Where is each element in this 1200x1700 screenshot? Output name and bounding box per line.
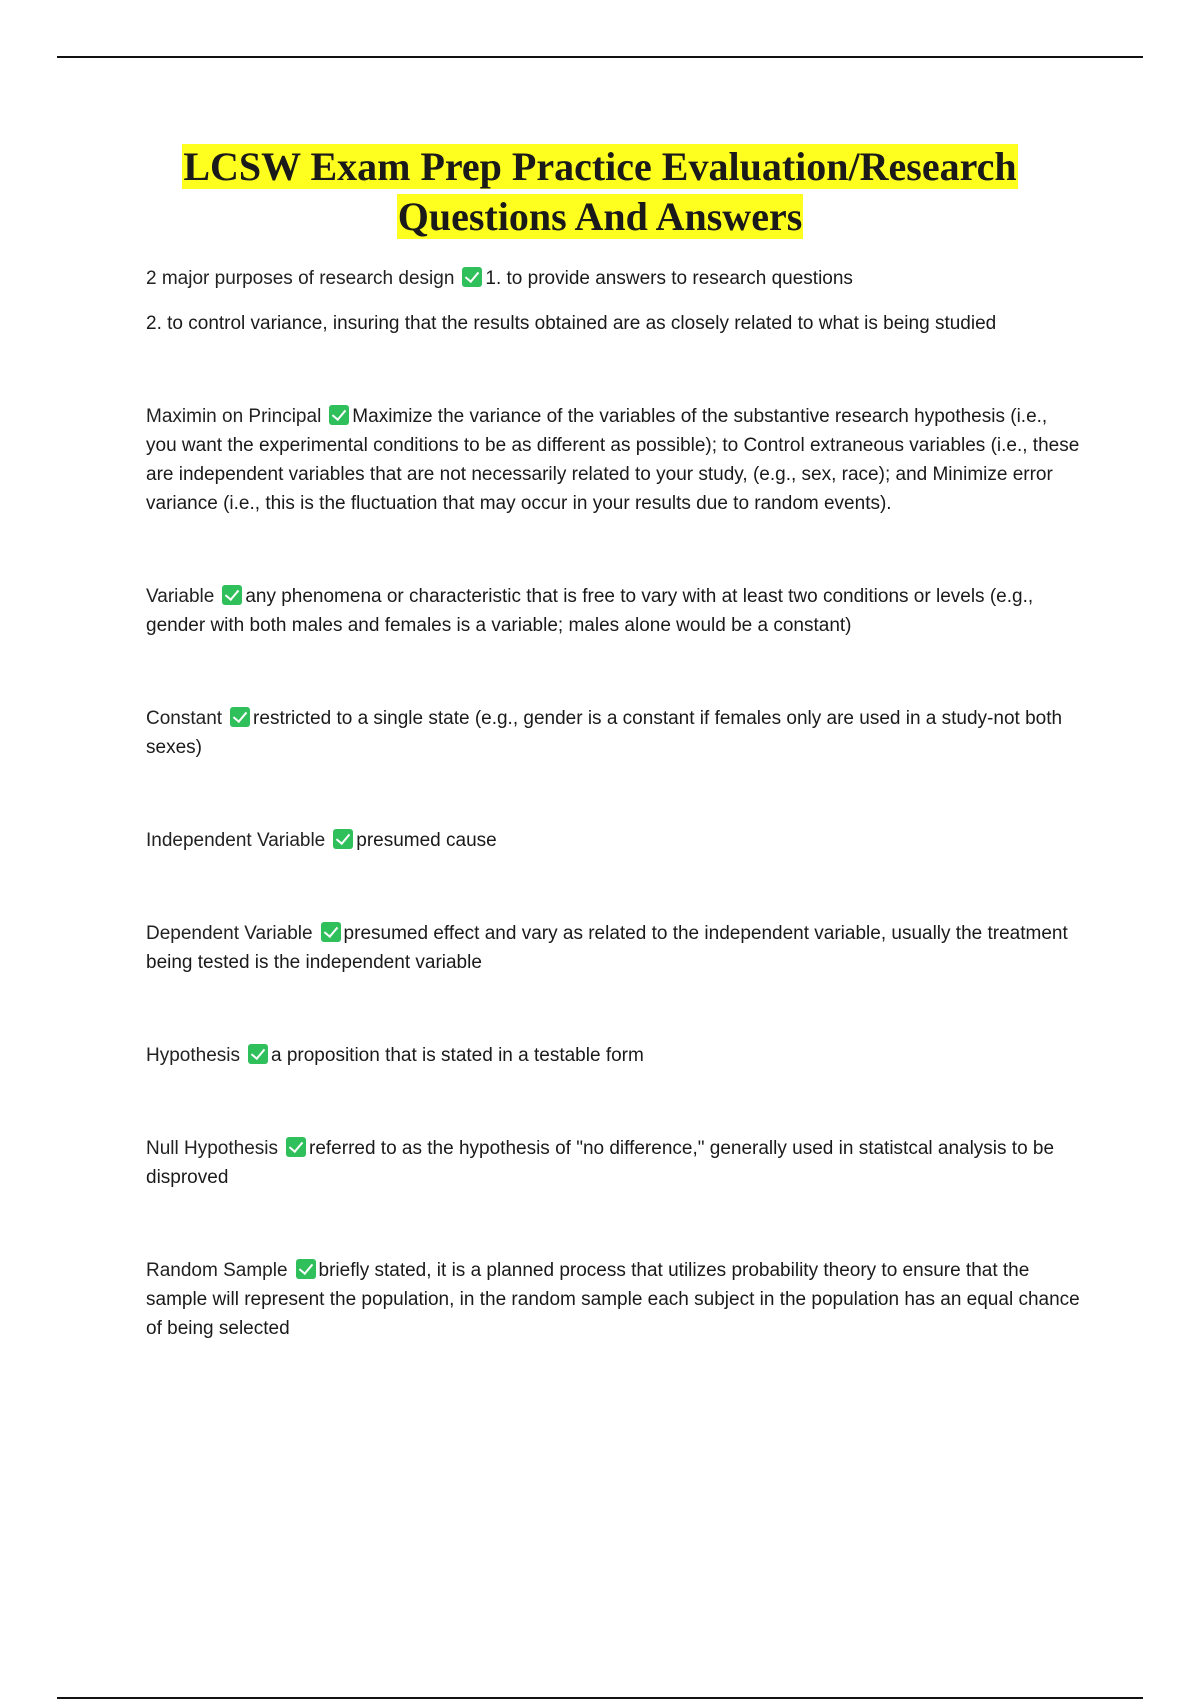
qa-entry-maximin-principal — [146, 402, 1081, 518]
check-box-icon — [230, 707, 250, 727]
top-divider — [57, 56, 1143, 58]
qa-answer: a proposition that is stated in a testable form — [271, 1045, 644, 1066]
qa-answer: restricted to a single state (e.g., gender is a constant if females only are used in a study-not both sexes) — [146, 708, 1063, 758]
bottom-divider — [57, 1697, 1143, 1699]
qa-answer: presumed effect and vary as related to the independent variable, usually the treatment being tested is the independent variable — [146, 923, 1068, 973]
qa-entry-independent-variable — [146, 826, 1081, 855]
qa-entry-random-sample — [146, 1256, 1081, 1343]
qa-term: Independent Variable — [146, 830, 326, 851]
qa-answer: referred to as the hypothesis of "no difference," generally used in statistcal analysis to be disproved — [146, 1138, 1055, 1188]
check-box-icon — [329, 405, 349, 425]
qa-answer: any phenomena or characteristic that is free to vary with at least two conditions or levels (e.g., gender with both males and females is a variable; males alone would be a constant) — [146, 586, 1034, 636]
page-title — [0, 142, 1200, 242]
qa-term: Random Sample — [146, 1260, 288, 1281]
qa-term: Constant — [146, 708, 223, 729]
qa-term: Maximin on Principal — [146, 406, 322, 427]
qa-entry-hypothesis — [146, 1041, 1081, 1070]
qa-answer: Maximize the variance of the variables of the substantive research hypothesis (i.e., you want the experimental conditions to be as different as possible); to Control extraneous variables (i.e., these are independent variables that are not necessarily related to your study, (e.g., sex, race); and Minimize error variance (i.e., this is the fluctuation that may occur in your results due to random events). — [146, 406, 1080, 514]
check-box-icon — [333, 829, 353, 849]
check-box-icon — [321, 922, 341, 942]
qa-entry-research-design — [146, 264, 1081, 338]
qa-answer-continuation: 2. to control variance, insuring that the results obtained are as closely related to what is being studied — [146, 313, 997, 334]
check-box-icon — [462, 267, 482, 287]
qa-answer: 1. to provide answers to research questions — [485, 268, 853, 289]
page-title-line-1: LCSW Exam Prep Practice Evaluation/Research — [183, 144, 1017, 189]
qa-answer: briefly stated, it is a planned process that utilizes probability theory to ensure that the sample will represent the population, in the random sample each subject in the population has an equal chance of being selected — [146, 1260, 1080, 1339]
qa-term: Null Hypothesis — [146, 1138, 278, 1159]
qa-entry-dependent-variable — [146, 919, 1081, 977]
qa-entry-constant — [146, 704, 1081, 762]
check-box-icon — [296, 1259, 316, 1279]
qa-term: Hypothesis — [146, 1045, 240, 1066]
page-title-line-2: Questions And Answers — [397, 194, 803, 239]
qa-term: Variable — [146, 586, 215, 607]
check-box-icon — [286, 1137, 306, 1157]
qa-entry-null-hypothesis — [146, 1134, 1081, 1192]
qa-term: 2 major purposes of research design — [146, 268, 455, 289]
qa-entry-variable — [146, 582, 1081, 640]
check-box-icon — [248, 1044, 268, 1064]
check-box-icon — [222, 585, 242, 605]
qa-answer: presumed cause — [356, 830, 497, 851]
qa-list — [146, 264, 1081, 1343]
qa-term: Dependent Variable — [146, 923, 313, 944]
